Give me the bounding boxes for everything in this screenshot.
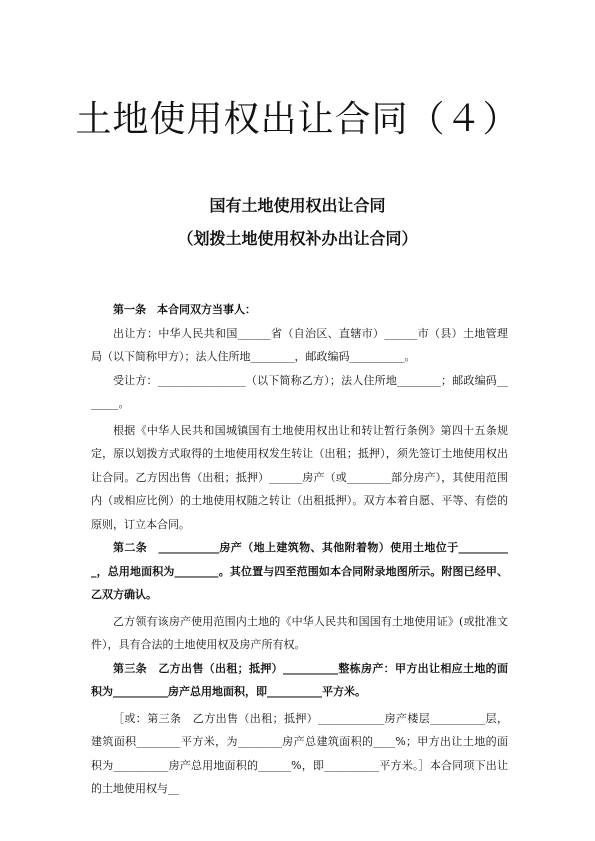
article-1-heading: 第一条 本合同双方当事人： [113, 303, 256, 316]
article-3-paragraph: 第三条 乙方出售（出租；抵押）__________整栋房产：甲方出让相应土地的面积为__________房产总用地面积，即__________平方米。 [91, 661, 508, 698]
contract-body [91, 298, 508, 801]
alternative-article-3-paragraph: ［或：第三条 乙方出售（出租；抵押）____________房产楼层__________层，建筑面积________平方米，为________房产总建筑面积的____%；甲方出让土地的面积为__________房产总用地面积的______%，即__________平方米。］本合同项下出让的土地使用权与__ [91, 711, 508, 795]
basis-paragraph: 根据《中华人民共和国城镇国有土地使用权出让和转让暂行条例》第四十五条规定，原以划拨方式取得的土地使用权发生转让（出租；抵押），须先签订土地使用权出让合同。乙方因出售（出租；抵押）______房产（或________部分房产），其使用范围内（或相应比例）的土地使用权随之转让（出租抵押）。双方本着自愿、平等、有偿的原则，订立本合同。 [91, 423, 508, 531]
grantor-paragraph: 出让方：中华人民共和国______省（自治区、直辖市）______市（县）土地管理局（以下简称甲方）；法人住所地________，邮政编码__________。 [91, 326, 508, 363]
document-title: 土地使用权出让合同（４） [75, 99, 520, 140]
article-2-paragraph: 第二条 ___________房产（地上建筑物、其他附着物）使用土地位于__________，总用地面积为________。其位置与四至范围如本合同附录地图所示。附图已经甲、乙双方确认。 [91, 541, 508, 601]
certificate-paragraph: 乙方领有该房产使用范围内土地的《中华人民共和国国有土地使用证》(或批准文件），具有合法的土地使用权及房产所有权。 [91, 614, 508, 651]
grantee-paragraph: 受让方：________________（以下简称乙方）；法人住所地________；邮政编码_______。 [91, 373, 508, 410]
contract-subtitle-2: （划拨土地使用权补办出让合同） [177, 229, 418, 248]
contract-subtitle: 国有土地使用权出让合同 [209, 196, 386, 215]
